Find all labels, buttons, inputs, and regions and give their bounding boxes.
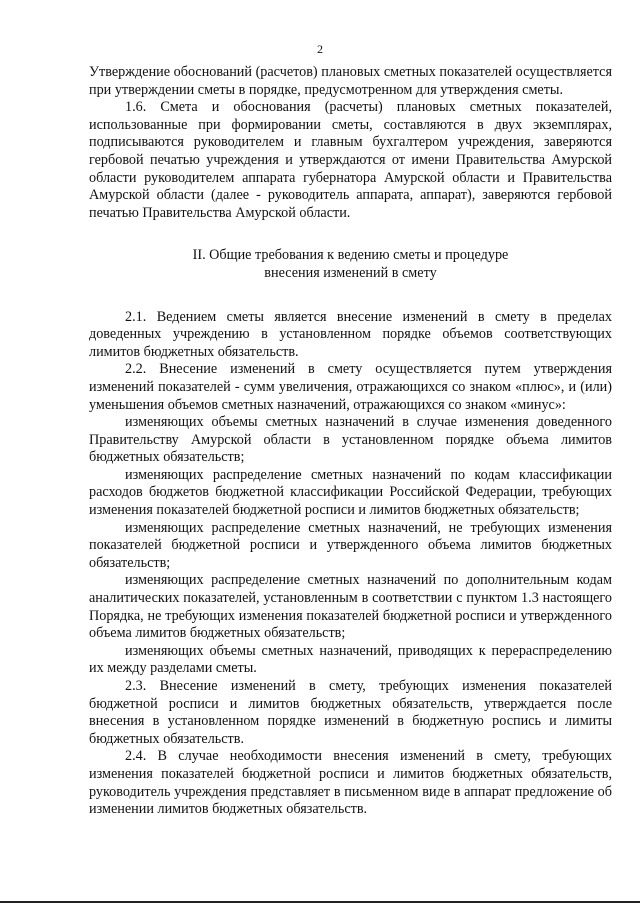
paragraph-2-3: 2.3. Внесение изменений в смету, требующих изменения показателей бюджетной росписи и лимитов бюджетных обязательств, утверждается после внесения в установленном порядке изменений в бюджетную роспись и лимиты бюджетных обязательств. [89,678,612,747]
page-number: 2 [317,42,323,56]
list-item-change-volumes: изменяющих объемы сметных назначений в случае изменения доведенного Правительству Амурской области в установленном порядке объема лимитов бюджетных обязательств; [89,414,612,466]
paragraph-2-2: 2.2. Внесение изменений в смету осуществляется путем утверждения изменений показателей - сумм увеличения, отражающихся со знаком «плюс», и (или) уменьшения объемов сметных назначений, отражающихся со знаком «минус»: [89,361,612,413]
paragraph-1-6: 1.6. Смета и обоснования (расчеты) плановых сметных показателей, использованные при формировании сметы, составляются в двух экземплярах, подписываются руководителем и главным бухгалтером учреждения, заверяются гербовой печатью учреждения и утверждаются от имени Правительства Амурской области руководителем аппарата губернатора Амурской области и Правительства Амурской области (далее - руководитель аппарата, аппарат), заверяются гербовой печатью Правительства Амурской области. [89,99,612,221]
section-heading-line-1: II. Общие требования к ведению сметы и процедуре [192,247,509,264]
section-heading [89,247,612,282]
document-body [89,64,612,819]
list-item-change-distribution-no-budget-change: изменяющих распределение сметных назначений, не требующих изменения показателей бюджетной росписи и утвержденного объема лимитов бюджетных обязательств; [89,519,612,571]
section-heading-line-2: внесения изменений в смету [264,264,437,281]
paragraph-2-1: 2.1. Ведением сметы является внесение изменений в смету в пределах доведенных учреждению в установленном порядке объемов соответствующих лимитов бюджетных обязательств. [89,308,612,360]
paragraph-approval-of-justifications: Утверждение обоснований (расчетов) плановых сметных показателей осуществляется при утверждении сметы в порядке, предусмотренном для утверждения сметы. [89,64,612,98]
list-item-change-distribution-additional-codes: изменяющих распределение сметных назначений по дополнительным кодам аналитических показателей, установленным в соответствии с пунктом 1.3 настоящего Порядка, не требующих изменения показателей бюджетной росписи и утвержденного объема лимитов бюджетных обязательств; [89,572,612,642]
list-item-redistribution-between-sections: изменяющих объемы сметных назначений, приводящих к перераспределению их между разделами сметы. [89,642,612,677]
paragraph-2-4: 2.4. В случае необходимости внесения изменений в смету, требующих изменения показателей бюджетной росписи и лимитов бюджетных обязательств, руководитель учреждения представляет в письменном виде в аппарат предложение об изменении лимитов бюджетных обязательств. [89,748,612,818]
list-item-change-distribution-by-codes: изменяющих распределение сметных назначений по кодам классификации расходов бюджетов бюджетной классификации Российской Федерации, требующих изменения показателей бюджетной росписи и лимитов бюджетных обязательств; [89,466,612,519]
scan-bottom-edge [0,901,640,903]
